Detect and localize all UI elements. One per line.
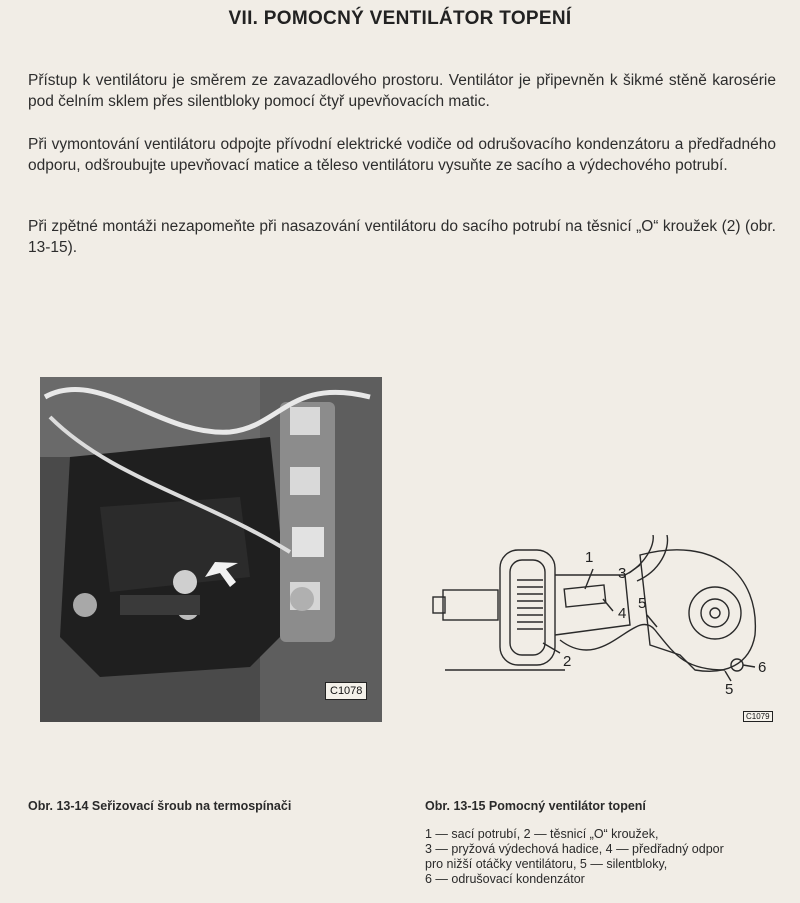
callout-6: 6 [758, 659, 767, 676]
photo-code-label: C1078 [325, 682, 367, 700]
diagram-code-label: C1079 [743, 711, 773, 722]
paragraph-removal: Při vymontování ventilátoru odpojte přívodní elektrické vodiče od odrušovacího kondenzátoru a předřadného odporu, odšroubujte upevňovací matice a těleso ventilátoru vysuňte ze sacího a výdechového potrubí. [28, 136, 776, 174]
legend-line: pro nižší otáčky ventilátoru, 5 — silentbloky, [425, 857, 668, 871]
callout-1: 1 [585, 549, 594, 566]
thermoswitch-photo [40, 377, 382, 722]
heater-fan-diagram [425, 535, 785, 730]
callout-5-upper: 5 [638, 595, 647, 612]
legend-line: 3 — pryžová výdechová hadice, 4 — předřadný odpor [425, 842, 724, 856]
page-title: VII. POMOCNÝ VENTILÁTOR TOPENÍ [228, 8, 572, 29]
callout-2: 2 [563, 653, 572, 670]
paragraph-reassembly: Při zpětné montáži nezapomeňte při nasazování ventilátoru do sacího potrubí na těsnicí „O“ kroužek (2) (obr. 13-15). [28, 218, 776, 256]
callout-5-lower: 5 [725, 681, 734, 698]
legend-line: 1 — sací potrubí, 2 — těsnicí „O“ kroužek, [425, 827, 659, 841]
figure-13-14-caption: Obr. 13-14 Seřizovací šroub na termospínači [28, 799, 292, 813]
paragraph-access: Přístup k ventilátoru je směrem ze zavazadlového prostoru. Ventilátor je připevněn k šikmé stěně karosérie pod čelním sklem přes silentbloky pomocí čtyř upevňovacích matic. [28, 72, 776, 110]
figure-13-15-legend [425, 827, 790, 887]
legend-line: 6 — odrušovací kondenzátor [425, 872, 585, 886]
callout-4: 4 [618, 605, 627, 622]
figure-13-15-caption: Obr. 13-15 Pomocný ventilátor topení [425, 799, 646, 813]
callout-3: 3 [618, 565, 627, 582]
